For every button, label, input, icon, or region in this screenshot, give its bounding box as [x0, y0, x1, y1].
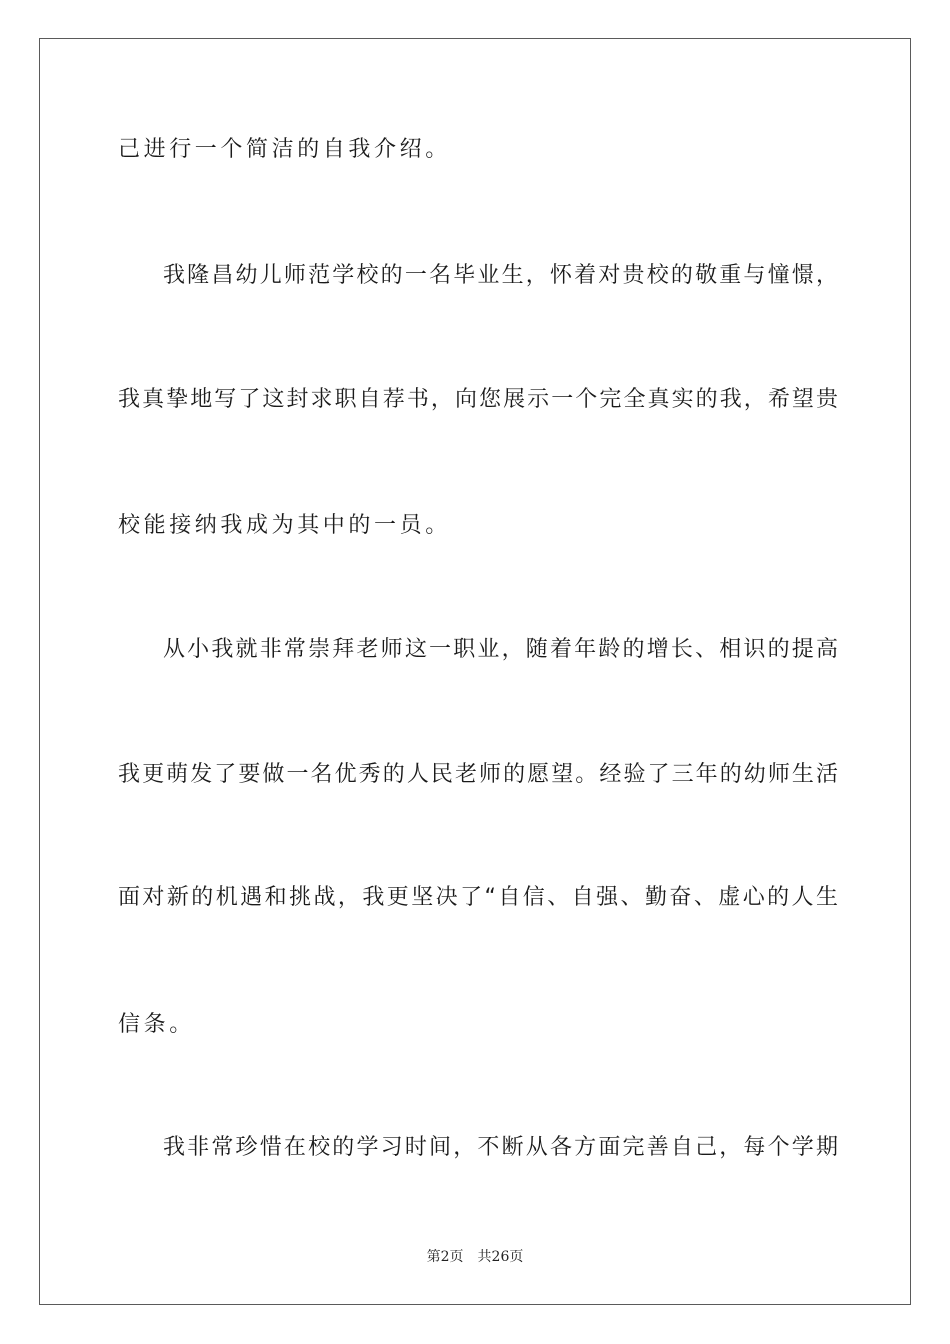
- paragraph-line-8: 信条。: [118, 1012, 195, 1037]
- paragraph-line-3: 我真挚地写了这封求职自荐书，向您展示一个完全真实的我，希望贵: [118, 387, 838, 412]
- paragraph-line-2: 我隆昌幼儿师范学校的一名毕业生，怀着对贵校的敬重与憧憬，: [163, 263, 838, 288]
- page-number: 第2页: [426, 1249, 464, 1265]
- paragraph-line-6: 我更萌发了要做一名优秀的人民老师的愿望。经验了三年的幼师生活: [118, 762, 838, 787]
- page-total: 共26页: [477, 1249, 524, 1265]
- paragraph-line-7: 面对新的机遇和挑战，我更坚决了“自信、自强、勤奋、虚心的人生: [118, 885, 838, 910]
- paragraph-line-5: 从小我就非常崇拜老师这一职业，随着年龄的增长、相识的提高: [163, 637, 838, 662]
- paragraph-line-9: 我非常珍惜在校的学习时间，不断从各方面完善自己，每个学期: [163, 1135, 838, 1160]
- page-border: [39, 38, 911, 1305]
- page-footer: [0, 1247, 950, 1267]
- paragraph-line-1: 己进行一个简洁的自我介绍。: [118, 137, 451, 162]
- paragraph-line-4: 校能接纳我成为其中的一员。: [118, 513, 451, 538]
